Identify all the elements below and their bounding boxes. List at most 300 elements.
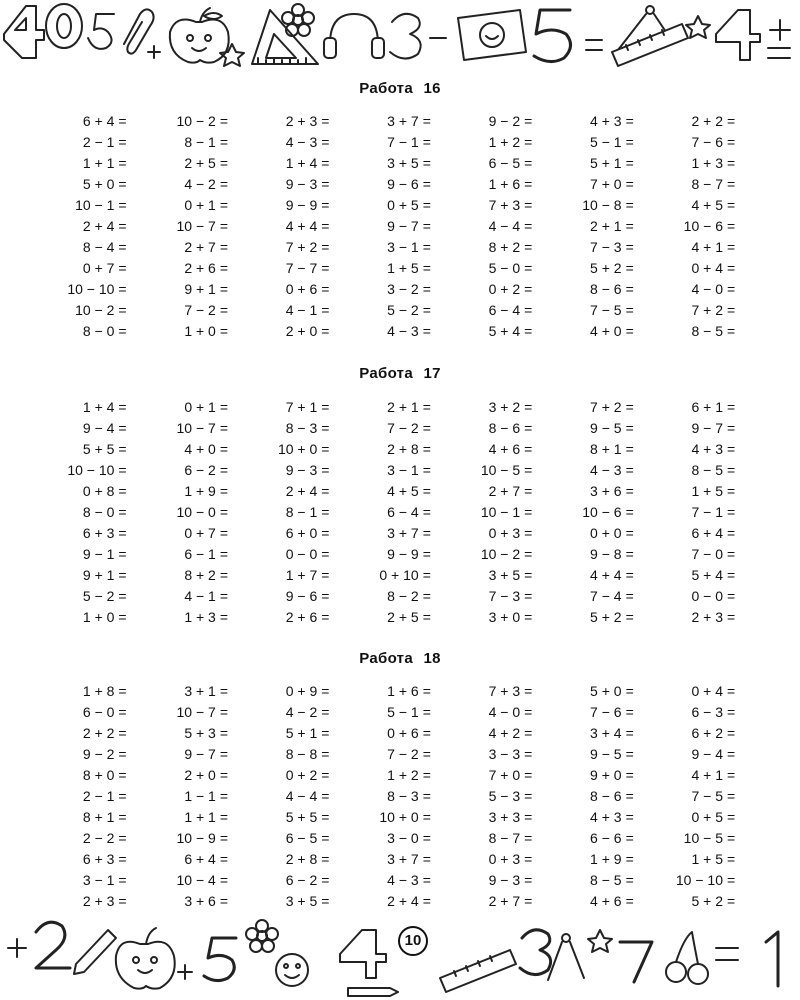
- math-problem: [451, 544, 552, 565]
- equals-sign: =: [422, 176, 431, 192]
- equals-sign: =: [321, 830, 330, 846]
- equals-sign: =: [422, 462, 431, 478]
- math-problem: [146, 153, 247, 174]
- math-problem: [349, 786, 450, 807]
- equals-sign: =: [219, 809, 229, 825]
- problem-expression: 7 − 2: [184, 302, 216, 318]
- problem-expression: 0 + 5: [387, 197, 419, 213]
- math-problem: [552, 744, 653, 765]
- equals-sign: =: [118, 830, 127, 846]
- equals-sign: =: [118, 588, 127, 604]
- math-problem: [45, 460, 146, 481]
- equals-sign: =: [118, 609, 127, 625]
- doodle-compass-icon: [548, 934, 584, 980]
- section-17-title: [0, 365, 800, 382]
- math-problem: [248, 702, 349, 723]
- equals-sign: =: [321, 441, 330, 457]
- math-problem: [654, 321, 755, 342]
- equals-sign: =: [118, 525, 127, 541]
- problem-expression: 8 − 0: [82, 323, 115, 339]
- equals-sign: =: [118, 483, 127, 499]
- math-problem: [146, 502, 247, 523]
- problem-expression: 6 − 1: [184, 546, 216, 562]
- math-problem: [146, 460, 247, 481]
- doodle-digit-five-icon: [204, 938, 236, 981]
- equals-sign: =: [321, 546, 330, 562]
- problem-expression: 10 − 10: [67, 462, 115, 478]
- problem-expression: 6 − 3: [691, 704, 723, 720]
- doodle-pencil-small-icon: [348, 988, 398, 996]
- equals-sign: =: [727, 399, 736, 415]
- equals-sign: =: [219, 441, 229, 457]
- math-problem: [45, 586, 146, 607]
- equals-sign: =: [321, 281, 330, 297]
- equals-sign: =: [524, 462, 533, 478]
- problem-expression: 10 − 7: [176, 218, 216, 234]
- problem-expression: 0 + 6: [387, 725, 419, 741]
- math-problem: [552, 849, 653, 870]
- math-problem: [248, 502, 349, 523]
- math-problem: [552, 460, 653, 481]
- problem-expression: 5 + 5: [285, 809, 318, 825]
- problem-expression: 1 + 5: [691, 851, 723, 867]
- problem-expression: 3 + 2: [488, 399, 521, 415]
- math-problem: [45, 702, 146, 723]
- equals-sign: =: [625, 239, 634, 255]
- problem-expression: 0 + 1: [184, 197, 216, 213]
- equals-sign: =: [321, 704, 330, 720]
- problem-expression: 4 − 3: [387, 323, 419, 339]
- math-problem: [451, 397, 552, 418]
- math-problem: [248, 481, 349, 502]
- problem-expression: 9 − 4: [691, 746, 723, 762]
- math-problem: [146, 418, 247, 439]
- math-problem: [349, 111, 450, 132]
- problem-expression: 1 + 2: [387, 767, 419, 783]
- equals-sign: =: [625, 525, 634, 541]
- equals-sign: =: [321, 260, 330, 276]
- problem-expression: 0 + 2: [285, 767, 318, 783]
- problem-expression: 10 − 5: [480, 462, 521, 478]
- doodle-digit-five-large-icon: [534, 10, 571, 62]
- problem-expression: 4 − 4: [285, 788, 318, 804]
- problem-expression: 0 + 4: [691, 260, 723, 276]
- doodle-digit-four-icon: [4, 6, 44, 58]
- math-problem: [552, 418, 653, 439]
- math-problem: [349, 439, 450, 460]
- math-problem: [552, 397, 653, 418]
- problem-expression: 5 − 0: [488, 260, 521, 276]
- equals-sign: =: [219, 197, 229, 213]
- math-problem: [45, 807, 146, 828]
- math-problem: [45, 153, 146, 174]
- equals-sign: =: [422, 281, 431, 297]
- equals-sign: =: [118, 704, 127, 720]
- math-problem: [146, 397, 247, 418]
- equals-sign: =: [625, 323, 634, 339]
- math-problem: [349, 153, 450, 174]
- equals-sign: =: [321, 746, 330, 762]
- math-problem: [451, 153, 552, 174]
- problem-expression: 6 + 4: [691, 525, 723, 541]
- problem-expression: 8 − 7: [691, 176, 723, 192]
- equals-sign: =: [118, 260, 127, 276]
- problem-expression: 4 + 1: [691, 239, 723, 255]
- problem-expression: 3 − 2: [387, 281, 419, 297]
- section-title-number: 16: [423, 80, 441, 97]
- equals-sign: =: [321, 851, 330, 867]
- math-problem: [45, 111, 146, 132]
- problem-expression: 10 + 0: [379, 809, 419, 825]
- problem-expression: 4 − 3: [387, 872, 419, 888]
- equals-sign: =: [321, 788, 330, 804]
- equals-sign: =: [625, 134, 634, 150]
- problem-expression: 4 + 1: [691, 767, 723, 783]
- equals-sign: =: [118, 323, 127, 339]
- math-problem: [248, 153, 349, 174]
- problem-expression: 0 + 10: [379, 567, 419, 583]
- problem-expression: 0 + 1: [184, 399, 216, 415]
- equals-sign: =: [118, 567, 127, 583]
- problem-expression: 3 + 7: [387, 851, 419, 867]
- problem-expression: 5 + 5: [82, 441, 115, 457]
- equals-sign: =: [625, 567, 634, 583]
- problem-expression: 1 + 1: [184, 809, 216, 825]
- equals-sign: =: [219, 155, 229, 171]
- math-problem: [654, 258, 755, 279]
- equals-sign: =: [524, 830, 533, 846]
- math-problem: [654, 418, 755, 439]
- math-problem: [248, 565, 349, 586]
- problem-expression: 9 − 9: [387, 546, 419, 562]
- math-problem: [146, 744, 247, 765]
- equals-sign: =: [524, 588, 533, 604]
- problem-expression: 4 + 4: [590, 567, 622, 583]
- equals-sign: =: [118, 746, 127, 762]
- equals-sign: =: [727, 483, 736, 499]
- problem-expression: 2 + 4: [387, 893, 419, 909]
- problem-expression: 5 + 0: [82, 176, 115, 192]
- problem-expression: 2 + 7: [184, 239, 216, 255]
- equals-sign: =: [727, 767, 736, 783]
- equals-sign: =: [422, 441, 431, 457]
- equals-sign: =: [524, 746, 533, 762]
- section-18-problems: [45, 681, 755, 912]
- math-problem: [552, 544, 653, 565]
- problem-expression: 8 − 6: [590, 281, 622, 297]
- problem-expression: 2 + 1: [387, 399, 419, 415]
- math-problem: [349, 300, 450, 321]
- doodle-star-icon: [588, 930, 612, 952]
- equals-sign: =: [422, 809, 431, 825]
- problem-expression: 7 + 2: [691, 302, 723, 318]
- equals-sign: =: [625, 609, 634, 625]
- problem-expression: 1 + 0: [184, 323, 216, 339]
- equals-sign: =: [422, 588, 431, 604]
- equals-sign: =: [524, 323, 533, 339]
- page-number: 10: [398, 926, 428, 956]
- problem-expression: 0 − 0: [691, 588, 723, 604]
- problem-expression: 1 − 1: [184, 788, 216, 804]
- problem-expression: 8 − 3: [285, 420, 318, 436]
- equals-sign: =: [118, 176, 127, 192]
- problem-expression: 7 + 2: [590, 399, 622, 415]
- equals-sign: =: [219, 525, 229, 541]
- math-problem: [451, 849, 552, 870]
- problem-expression: 4 − 0: [691, 281, 723, 297]
- equals-sign: =: [118, 420, 127, 436]
- equals-sign: =: [118, 683, 127, 699]
- math-problem: [451, 132, 552, 153]
- equals-sign: =: [422, 399, 431, 415]
- math-problem: [349, 418, 450, 439]
- math-problem: [552, 502, 653, 523]
- equals-sign: =: [625, 260, 634, 276]
- problem-expression: 2 + 8: [285, 851, 318, 867]
- math-problem: [552, 237, 653, 258]
- doodle-ruler-icon: [612, 24, 688, 66]
- equals-sign: =: [118, 725, 127, 741]
- math-problem: [45, 418, 146, 439]
- problem-expression: 8 + 2: [184, 567, 216, 583]
- equals-sign: =: [219, 788, 229, 804]
- equals-sign: =: [422, 134, 431, 150]
- math-problem: [349, 237, 450, 258]
- problem-expression: 5 + 3: [184, 725, 216, 741]
- problem-expression: 5 + 0: [590, 683, 622, 699]
- math-problem: [552, 607, 653, 628]
- math-problem: [552, 153, 653, 174]
- problem-expression: 6 + 3: [82, 525, 115, 541]
- equals-sign: =: [219, 683, 229, 699]
- section-title-label: Работа: [359, 650, 413, 667]
- equals-sign: =: [727, 567, 736, 583]
- math-problem: [146, 702, 247, 723]
- problem-expression: 4 − 3: [590, 462, 622, 478]
- problem-expression: 4 + 4: [285, 218, 318, 234]
- math-problem: [552, 565, 653, 586]
- equals-sign: =: [727, 218, 736, 234]
- equals-sign: =: [118, 462, 127, 478]
- problem-expression: 0 + 2: [488, 281, 521, 297]
- math-problem: [349, 765, 450, 786]
- equals-sign: =: [219, 546, 229, 562]
- math-problem: [349, 258, 450, 279]
- problem-expression: 10 − 1: [480, 504, 521, 520]
- equals-sign: =: [321, 872, 330, 888]
- math-problem: [654, 279, 755, 300]
- math-problem: [654, 744, 755, 765]
- math-problem: [248, 849, 349, 870]
- equals-sign: =: [727, 851, 736, 867]
- equals-sign: =: [321, 239, 330, 255]
- math-problem: [45, 300, 146, 321]
- problem-expression: 1 + 1: [82, 155, 115, 171]
- math-problem: [146, 216, 247, 237]
- equals-sign: =: [219, 725, 229, 741]
- math-problem: [451, 765, 552, 786]
- equals-sign: =: [422, 851, 431, 867]
- math-problem: [349, 397, 450, 418]
- problem-expression: 0 + 4: [691, 683, 723, 699]
- doodle-digit-five-icon: [88, 14, 114, 49]
- problem-expression: 2 + 0: [184, 767, 216, 783]
- problem-expression: 0 + 0: [590, 525, 622, 541]
- section-title-label: Работа: [359, 365, 413, 382]
- problem-expression: 2 + 7: [488, 893, 521, 909]
- equals-sign: =: [524, 567, 533, 583]
- math-problem: [45, 279, 146, 300]
- equals-sign: =: [118, 893, 127, 909]
- math-problem: [248, 439, 349, 460]
- equals-sign: =: [727, 302, 736, 318]
- math-problem: [146, 258, 247, 279]
- math-problem: [451, 300, 552, 321]
- problem-expression: 1 + 9: [184, 483, 216, 499]
- problem-expression: 7 − 2: [387, 746, 419, 762]
- equals-sign: =: [524, 704, 533, 720]
- problem-expression: 1 + 7: [285, 567, 318, 583]
- problem-expression: 1 + 8: [82, 683, 115, 699]
- problem-expression: 9 − 3: [488, 872, 521, 888]
- math-problem: [146, 481, 247, 502]
- doodle-triangle-ruler-icon: [252, 10, 318, 64]
- doodle-equals-icon: [586, 40, 602, 50]
- equals-sign: =: [625, 704, 634, 720]
- math-problem: [654, 807, 755, 828]
- equals-sign: =: [219, 588, 229, 604]
- equals-sign: =: [422, 218, 431, 234]
- problem-expression: 6 + 4: [184, 851, 216, 867]
- problem-expression: 10 − 6: [683, 218, 723, 234]
- math-problem: [451, 586, 552, 607]
- problem-expression: 4 − 1: [184, 588, 216, 604]
- math-problem: [451, 723, 552, 744]
- math-problem: [654, 765, 755, 786]
- math-problem: [349, 174, 450, 195]
- math-problem: [654, 702, 755, 723]
- problem-expression: 7 − 1: [691, 504, 723, 520]
- math-problem: [248, 321, 349, 342]
- problem-expression: 7 + 0: [590, 176, 622, 192]
- math-problem: [552, 481, 653, 502]
- equals-sign: =: [727, 504, 736, 520]
- problem-expression: 4 + 6: [488, 441, 521, 457]
- equals-sign: =: [321, 176, 330, 192]
- equals-sign: =: [625, 441, 634, 457]
- problem-expression: 7 + 3: [488, 683, 521, 699]
- math-problem: [146, 828, 247, 849]
- doodle-flower-icon: [246, 920, 278, 952]
- equals-sign: =: [524, 683, 533, 699]
- problem-expression: 4 − 0: [488, 704, 521, 720]
- math-problem: [45, 870, 146, 891]
- problem-expression: 0 + 9: [285, 683, 318, 699]
- doodle-banknote-icon: [458, 10, 526, 60]
- equals-sign: =: [422, 155, 431, 171]
- equals-sign: =: [625, 683, 634, 699]
- math-problem: [349, 132, 450, 153]
- problem-expression: 8 − 6: [590, 788, 622, 804]
- math-problem: [146, 765, 247, 786]
- equals-sign: =: [118, 809, 127, 825]
- equals-sign: =: [219, 113, 229, 129]
- doodle-smiley-face-icon: [276, 954, 308, 986]
- equals-sign: =: [524, 483, 533, 499]
- math-problem: [146, 523, 247, 544]
- problem-expression: 3 + 6: [590, 483, 622, 499]
- problem-expression: 9 − 5: [590, 420, 622, 436]
- problem-expression: 8 + 1: [590, 441, 622, 457]
- problem-expression: 9 − 6: [285, 588, 318, 604]
- math-problem: [349, 565, 450, 586]
- problem-expression: 7 − 5: [691, 788, 723, 804]
- equals-sign: =: [524, 218, 533, 234]
- math-problem: [146, 586, 247, 607]
- doodle-flower-icon: [282, 4, 314, 36]
- math-problem: [552, 111, 653, 132]
- equals-sign: =: [321, 504, 330, 520]
- doodle-pencil-icon: [74, 930, 116, 974]
- math-problem: [349, 523, 450, 544]
- problem-expression: 5 − 3: [488, 788, 521, 804]
- math-problem: [45, 174, 146, 195]
- doodle-plus-icon: [8, 939, 26, 957]
- problem-expression: 0 + 5: [691, 809, 723, 825]
- problem-expression: 5 + 4: [488, 323, 521, 339]
- math-problem: [451, 111, 552, 132]
- math-problem: [146, 174, 247, 195]
- equals-sign: =: [727, 113, 736, 129]
- equals-sign: =: [727, 872, 736, 888]
- equals-sign: =: [118, 302, 127, 318]
- equals-sign: =: [524, 893, 533, 909]
- problem-expression: 2 + 0: [285, 323, 318, 339]
- problem-expression: 8 − 4: [82, 239, 115, 255]
- problem-expression: 5 − 2: [82, 588, 115, 604]
- problem-expression: 10 − 10: [67, 281, 115, 297]
- math-problem: [146, 807, 247, 828]
- math-problem: [349, 544, 450, 565]
- problem-expression: 1 + 4: [285, 155, 318, 171]
- problem-expression: 2 + 6: [184, 260, 216, 276]
- doodle-digit-one-icon: [766, 932, 778, 986]
- math-problem: [45, 237, 146, 258]
- problem-expression: 2 + 7: [488, 483, 521, 499]
- equals-sign: =: [524, 851, 533, 867]
- section-18-title: [0, 650, 800, 667]
- problem-expression: 3 − 1: [387, 239, 419, 255]
- equals-sign: =: [219, 746, 229, 762]
- problem-expression: 10 − 9: [176, 830, 216, 846]
- math-problem: [451, 460, 552, 481]
- equals-sign: =: [219, 134, 229, 150]
- equals-sign: =: [524, 399, 533, 415]
- equals-sign: =: [118, 872, 127, 888]
- problem-expression: 3 + 6: [184, 893, 216, 909]
- problem-expression: 4 − 4: [488, 218, 521, 234]
- problem-expression: 8 + 2: [488, 239, 521, 255]
- equals-sign: =: [118, 134, 127, 150]
- math-problem: [654, 681, 755, 702]
- problem-expression: 9 − 7: [691, 420, 723, 436]
- problem-expression: 10 − 5: [683, 830, 723, 846]
- math-problem: [248, 111, 349, 132]
- equals-sign: =: [422, 197, 431, 213]
- problem-expression: 10 − 7: [176, 704, 216, 720]
- problem-expression: 9 + 0: [590, 767, 622, 783]
- math-problem: [349, 586, 450, 607]
